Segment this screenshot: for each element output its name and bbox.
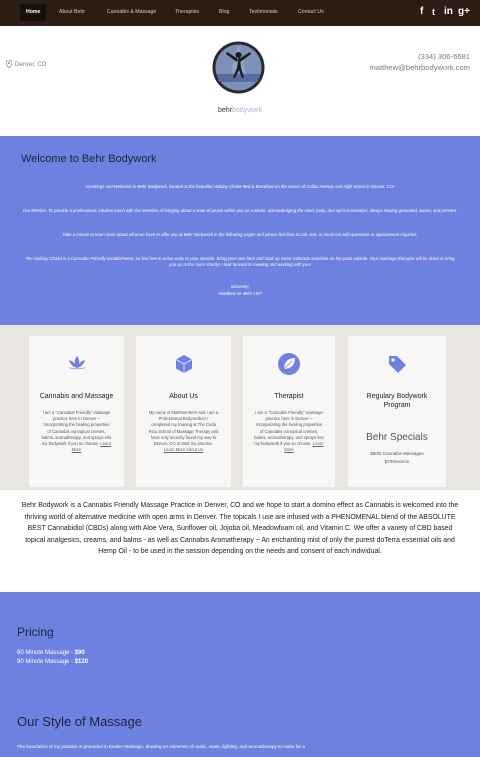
card-regular-program[interactable] — [348, 336, 446, 487]
brand-name — [0, 107, 480, 114]
learn-more-link[interactable]: Learn More — [284, 441, 324, 453]
specials-title: Behr Specials — [366, 432, 428, 443]
card-title: Cannabis and Massage — [39, 393, 114, 400]
learn-more-link[interactable]: Learn More — [71, 441, 112, 453]
logo-icon[interactable] — [211, 40, 266, 95]
brand-second: bodywork — [232, 107, 262, 114]
nav-about-behr[interactable]: About Behr — [59, 9, 85, 15]
welcome-section — [0, 136, 480, 325]
nav-home[interactable]: Home — [20, 4, 46, 21]
card-cannabis-massage[interactable] — [29, 336, 124, 487]
welcome-title: Welcome to Behr Bodywork — [21, 153, 157, 165]
contact-info — [369, 51, 470, 73]
top-nav — [0, 0, 480, 26]
special-item: $70/Session — [384, 459, 410, 464]
practice-description: Behr Bodywork is a Cannabis Friendly Massage Practice in Denver, CO and we hope to start a domino effect as Cannabis is welcomed into the thriving world of alternative medicine with open arms in Denver. The topicals I use are infused with a PHENOMENAL blend of the ABSOLUTE BEST Cannabidiol (CBDs) along with Aloe Vera, Sunflower oil, Jojoba oil, Meadowfoam oil, and Vitamin C. We offer a variety of CBD based topical analgesics, creams, and balms - as well as Cannabis Aromatherapy ~ An enchanting mist of only the purest doTerra essential oils and Hemp Oil - to be used in the session depending on the needs and consent of each individual. — [21, 502, 459, 556]
location-text: Denver, CO — [15, 62, 47, 68]
nav-blog[interactable]: Blog — [219, 9, 230, 15]
style-title: Our Style of Massage — [17, 714, 142, 729]
tag-icon — [385, 352, 409, 376]
card-title: About Us — [169, 393, 198, 400]
nav-cannabis-massage[interactable]: Cannabis & Massage — [107, 9, 157, 15]
card-about-us[interactable] — [136, 336, 231, 487]
lotus-icon — [65, 352, 89, 376]
welcome-paragraph: Greetings and Welcome to Behr Bodywork, located at the beautiful Holiday Chalet Bed & Breakfast on the corner of Colfax Avenue and High Street in Denver, CO! — [85, 184, 395, 189]
facebook-icon[interactable]: f — [420, 6, 424, 17]
email-address[interactable]: matthew@behrbodywork.com — [369, 63, 470, 72]
price-label: 60 Minute Massage - — [17, 650, 75, 656]
site-header — [0, 26, 480, 136]
cube-icon — [172, 352, 196, 376]
card-body: I am a "Cannabis Friendly" massage practice here in Denver ~ Incorporating the healing properties of Cannabis via topical cremes, balms, aromatherapy, and sprays into my bodywork if you so choose. — [41, 410, 112, 447]
phone-number[interactable]: (334) 306-6681 — [418, 52, 470, 61]
nav-testimonials[interactable]: Testimonials — [249, 9, 278, 15]
linkedin-icon[interactable]: in — [444, 6, 453, 17]
mission-paragraph: Our Mission: To provide a professional, intuitive touch with the intention of bringing about a state of peace within you as a whole, acknowledging the mind, body, and spirit connection; always staying grounded, aware, and present. — [22, 208, 457, 213]
learn-more-paragraph: Take a minute to learn more about what we have to offer you at Behr Bodywork in the following pages and please feel free to call, text, or email me with questions or appointment inquiries. — [62, 232, 418, 237]
map-pin-icon — [6, 60, 12, 68]
price-line — [17, 650, 85, 656]
nav-therapists[interactable]: Therapists — [175, 9, 200, 15]
location — [6, 60, 46, 68]
price-label: 90 Minute Massage - — [17, 659, 75, 665]
sincerely-text: Sincerely, — [230, 284, 250, 289]
brand-first: behr — [218, 107, 233, 114]
card-title: Therapist — [274, 393, 304, 400]
pricing-title: Pricing — [17, 625, 54, 639]
card-text — [254, 410, 324, 453]
pricing-section — [0, 592, 480, 757]
google-plus-icon[interactable]: g+ — [458, 6, 470, 17]
price-value: $120 — [74, 659, 89, 665]
features-section — [0, 325, 480, 490]
card-therapist[interactable] — [243, 336, 335, 487]
leaf-icon — [277, 352, 301, 376]
card-title: Regulary Bodywork Program — [366, 393, 428, 409]
twitter-icon[interactable]: t — [432, 7, 435, 17]
card-body: My name is Matthew Behr and I am a Professional Bodyworker! I completed my training at The Cuda Rica School of Massage Therapy and have only recently found my way to Denver, CO to start my practice. — [148, 410, 219, 447]
price-line — [17, 659, 88, 665]
learn-more-about-us-link[interactable]: Learn More About Us — [163, 447, 204, 453]
signature-text: -Matthew W. Behr LMT — [217, 291, 262, 296]
style-text: The foundation of my practice is grounded in Esalen Massage, drawing on elements of music, water, lighting, and aromatherapy to make for a — [17, 744, 305, 749]
card-body: I am a "Cannabis Friendly" massage practice here in Denver ~ Incorporating the healing properties of Cannabis via topical cremes, balms, aromatherapy, and sprays into my bodywork if you so choose. — [254, 410, 324, 447]
card-text — [42, 410, 112, 453]
card-text — [149, 410, 219, 453]
chalet-paragraph: The Holiday Chalet is a Cannabis Friendly establishment, so feel free to arrive early to your session. Bring your own herb and soak up some Colorado sunshine on the patio outside. Your massage therapist will be down to bring you up to the room shortly! I look forward to meeting and working with you! — [25, 256, 455, 268]
price-value: $90 — [74, 650, 85, 656]
special-item: $50/5 Cannabis Massages — [370, 451, 424, 456]
nav-contact-us[interactable]: Contact Us — [298, 9, 324, 15]
